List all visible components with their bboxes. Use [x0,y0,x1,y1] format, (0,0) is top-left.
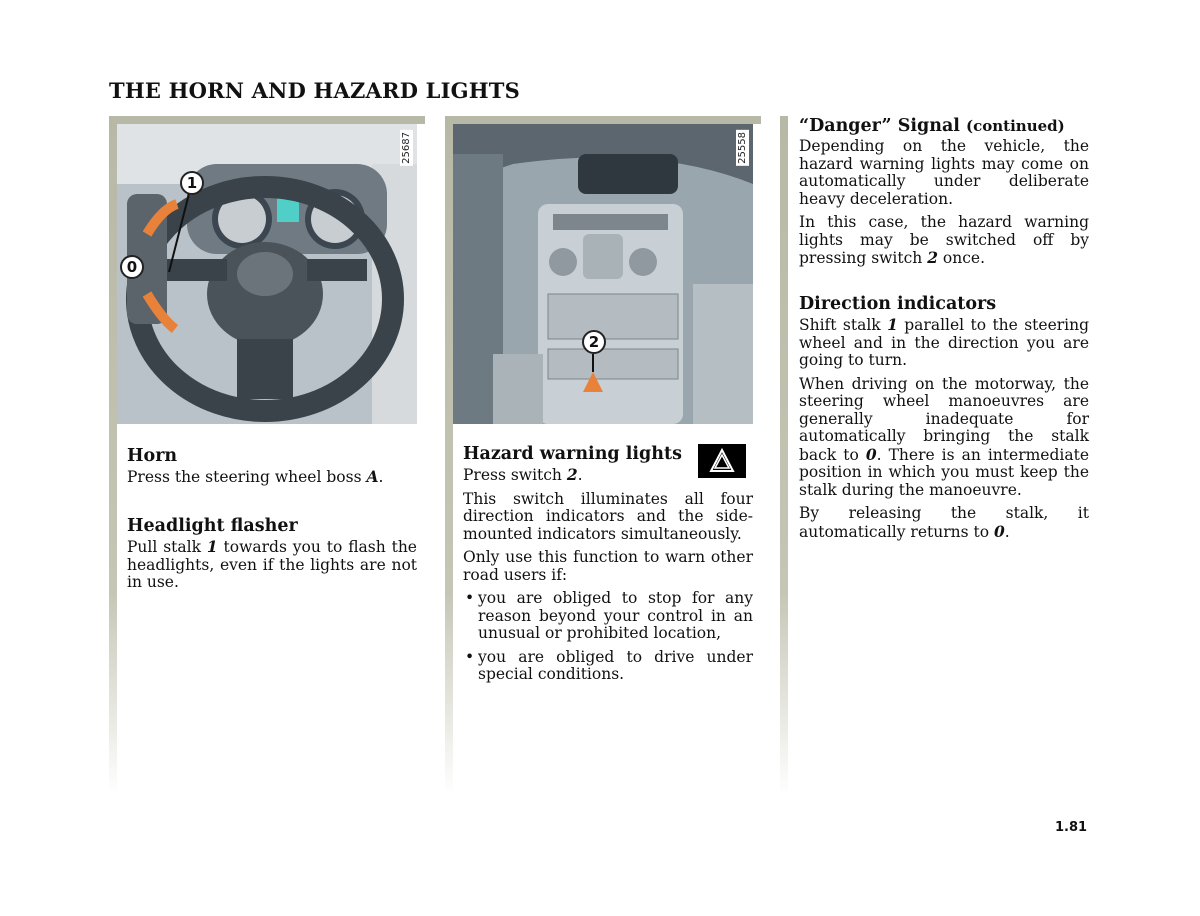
direction-para-1: Shift stalk 1 parallel to the steering wheel and in the direction you are going to turn. [799,315,1090,369]
hazard-heading: Hazard warning lights [463,444,682,464]
hazard-section [463,444,753,690]
flasher-text: Pull stalk 1 towards you to flash the headlights, even if the lights are not in use. [127,537,417,591]
hazard-warning-icon [698,444,746,478]
list-item: • you are obliged to drive under special conditions. [463,649,753,684]
column-rule [780,116,788,796]
direction-section [799,294,1089,547]
steering-wheel-figure [117,124,417,424]
horn-text: Press the steering wheel boss A. [127,467,384,486]
horn-heading: Horn [127,446,178,466]
dashboard-illustration [453,124,753,424]
danger-heading: “Danger” Signal (continued) [799,116,1065,136]
page-title: THE HORN AND HAZARD LIGHTS [109,78,520,103]
hazard-para-1: This switch illuminates all four direction indicators and the side-mounted indicators simultaneously. [463,489,753,543]
danger-para-1: Depending on the vehicle, the hazard warning lights may come on automatically under deliberate heavy deceleration. [799,137,1089,208]
flasher-heading: Headlight flasher [127,516,298,536]
direction-para-2: When driving on the motorway, the steering wheel manoeuvres are generally inadequate for automatically bringing the stalk back to 0. There is an intermediate position in which you must keep the stalk during the manoeuvre. [799,374,1089,499]
column-horn [109,116,425,796]
flasher-section [127,516,417,598]
figure-code: 25558 [737,132,748,164]
dashboard-figure [453,124,753,424]
danger-para-2: In this case, the hazard warning lights may be switched off by pressing switch 2 once. [799,213,1089,267]
column-indicators [780,116,1096,796]
direction-para-3: By releasing the stalk, it automatically returns to 0. [799,504,1089,541]
column-top-rule [445,116,761,124]
direction-heading: Direction indicators [799,294,997,314]
column-top-rule [109,116,425,124]
column-rule [109,116,117,796]
page-number: 1.81 [1055,820,1088,835]
horn-section [127,446,417,493]
hazard-bullets [463,590,753,684]
hazard-press-text: Press switch 2. [463,465,583,484]
figure-code: 25687 [401,132,412,164]
callout-0: 0 [120,255,144,279]
hazard-para-2: Only use this function to warn other road users if: [463,548,753,584]
list-item: • you are obliged to stop for any reason beyond your control in an unusual or prohibited location, [463,590,753,643]
danger-section [799,116,1089,274]
steering-wheel-illustration [117,124,417,424]
column-rule [445,116,453,796]
callout-1: 1 [180,171,204,195]
callout-2: 2 [582,330,606,354]
